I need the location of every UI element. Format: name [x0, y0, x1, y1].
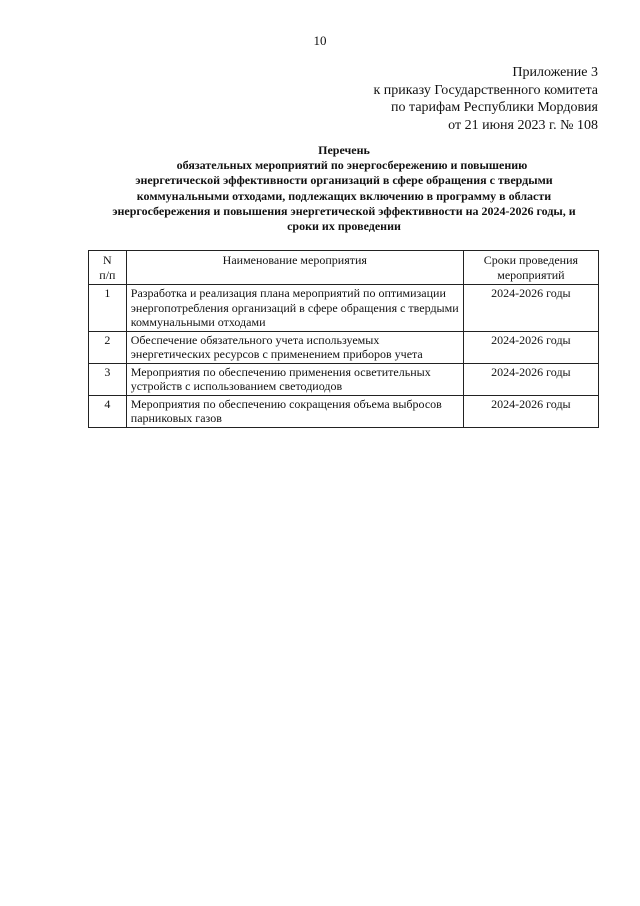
header-number-line-1: N	[103, 253, 112, 267]
row-number: 3	[89, 363, 127, 395]
row-number: 2	[89, 331, 127, 363]
row-name: Обеспечение обязательного учета используемых энергетических ресурсов с применением приборов учета	[126, 331, 463, 363]
row-name: Мероприятия по обеспечению сокращения объема выбросов парниковых газов	[126, 395, 463, 427]
table-row	[89, 395, 599, 427]
document-title	[88, 143, 600, 234]
row-name: Разработка и реализация плана мероприятий по оптимизации энергопотребления организаций в сфере обращения с твердыми коммунальными отходами	[126, 285, 463, 332]
title-line-3: энергетической эффективности организаций в сфере обращения с твердыми	[135, 173, 553, 188]
table-header-row	[89, 251, 599, 285]
title-line-2: обязательных мероприятий по энергосбережению и повышению	[176, 158, 528, 173]
row-term: 2024-2026 годы	[463, 331, 598, 363]
row-term: 2024-2026 годы	[463, 285, 598, 332]
header-term-line-2: мероприятий	[497, 267, 565, 282]
title-line-6: сроки их проведении	[287, 219, 401, 234]
appendix-line-1: Приложение 3	[512, 65, 598, 80]
header-number	[89, 251, 127, 285]
table-row	[89, 285, 599, 332]
measures-table	[88, 250, 599, 428]
title-line-1: Перечень	[318, 143, 370, 157]
header-term	[463, 251, 598, 285]
header-number-line-2: п/п	[99, 267, 116, 282]
header-term-line-1: Сроки проведения	[483, 253, 579, 267]
row-number: 4	[89, 395, 127, 427]
appendix-header	[374, 64, 599, 134]
appendix-line-3: по тарифам Республики Мордовия	[391, 100, 598, 115]
table-row	[89, 363, 599, 395]
row-term: 2024-2026 годы	[463, 363, 598, 395]
appendix-line-2: к приказу Государственного комитета	[373, 82, 598, 98]
row-number: 1	[89, 285, 127, 332]
header-name: Наименование мероприятия	[126, 251, 463, 285]
title-line-5: энергосбережения и повышения энергетической эффективности на 2024-2026 годы, и	[112, 203, 576, 218]
title-line-4: коммунальными отходами, подлежащих включению в программу в области	[136, 188, 552, 203]
page-number: 10	[313, 33, 327, 48]
row-name: Мероприятия по обеспечению применения осветительных устройств с использованием светодиодов	[126, 363, 463, 395]
row-term: 2024-2026 годы	[463, 395, 598, 427]
appendix-line-4: от 21 июня 2023 г. № 108	[448, 117, 598, 133]
table-row	[89, 331, 599, 363]
